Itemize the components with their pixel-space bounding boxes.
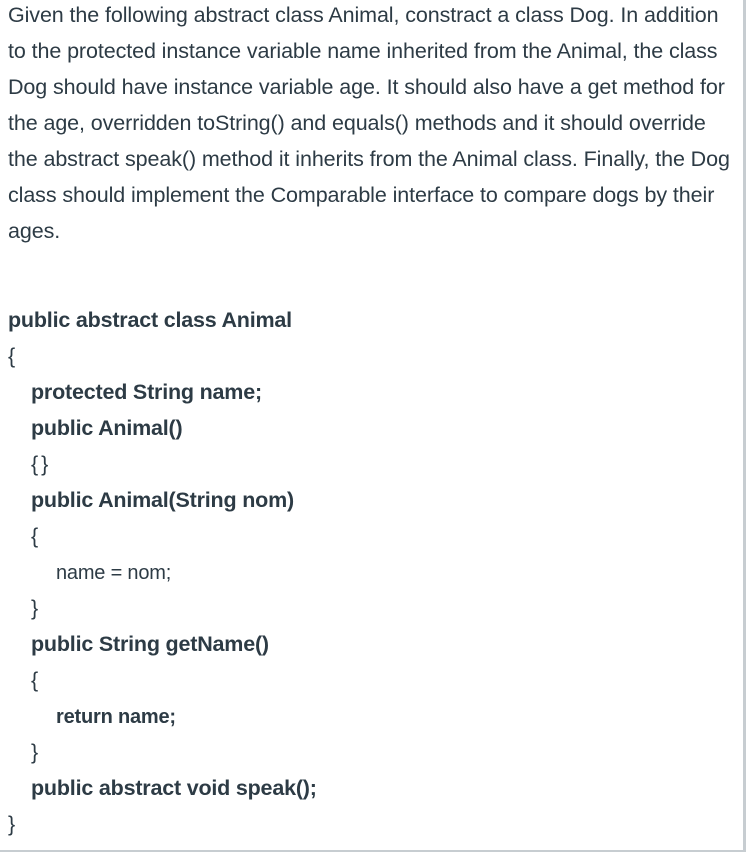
code-line-param-constructor: public Animal(String nom) (31, 488, 294, 512)
question-paragraph: Given the following abstract class Animal, constract a class Dog. In addition to the protected instance variable name inherited from the Animal, the class Dog should have instance variable age. It should also have a get method for the age, overridden toString() and equals() methods and it should override the abstract speak() method it inherits from the Animal class. Finally, the Dog class should implement the Comparable interface to compare dogs by their ages. (8, 3, 730, 243)
code-line-close-brace-class: } (8, 812, 15, 836)
code-line-getname: public String getName() (31, 632, 269, 656)
code-line-close-brace-2: } (31, 596, 38, 620)
code-line-assignment: name = nom; (56, 562, 172, 584)
code-line-abstract-speak: public abstract void speak(); (31, 776, 317, 800)
code-line-open-brace: { (8, 344, 15, 368)
code-line-close-brace-3: } (31, 740, 38, 764)
code-line-open-brace-2: { (31, 524, 38, 548)
code-line-return: return name; (56, 706, 176, 728)
code-line-empty-body: {} (31, 452, 52, 476)
code-line-default-constructor: public Animal() (31, 416, 183, 440)
code-line-class-declaration: public abstract class Animal (8, 308, 292, 332)
code-line-open-brace-3: { (31, 668, 38, 692)
question-content (8, 0, 736, 249)
code-line-field-name: protected String name; (31, 380, 262, 404)
